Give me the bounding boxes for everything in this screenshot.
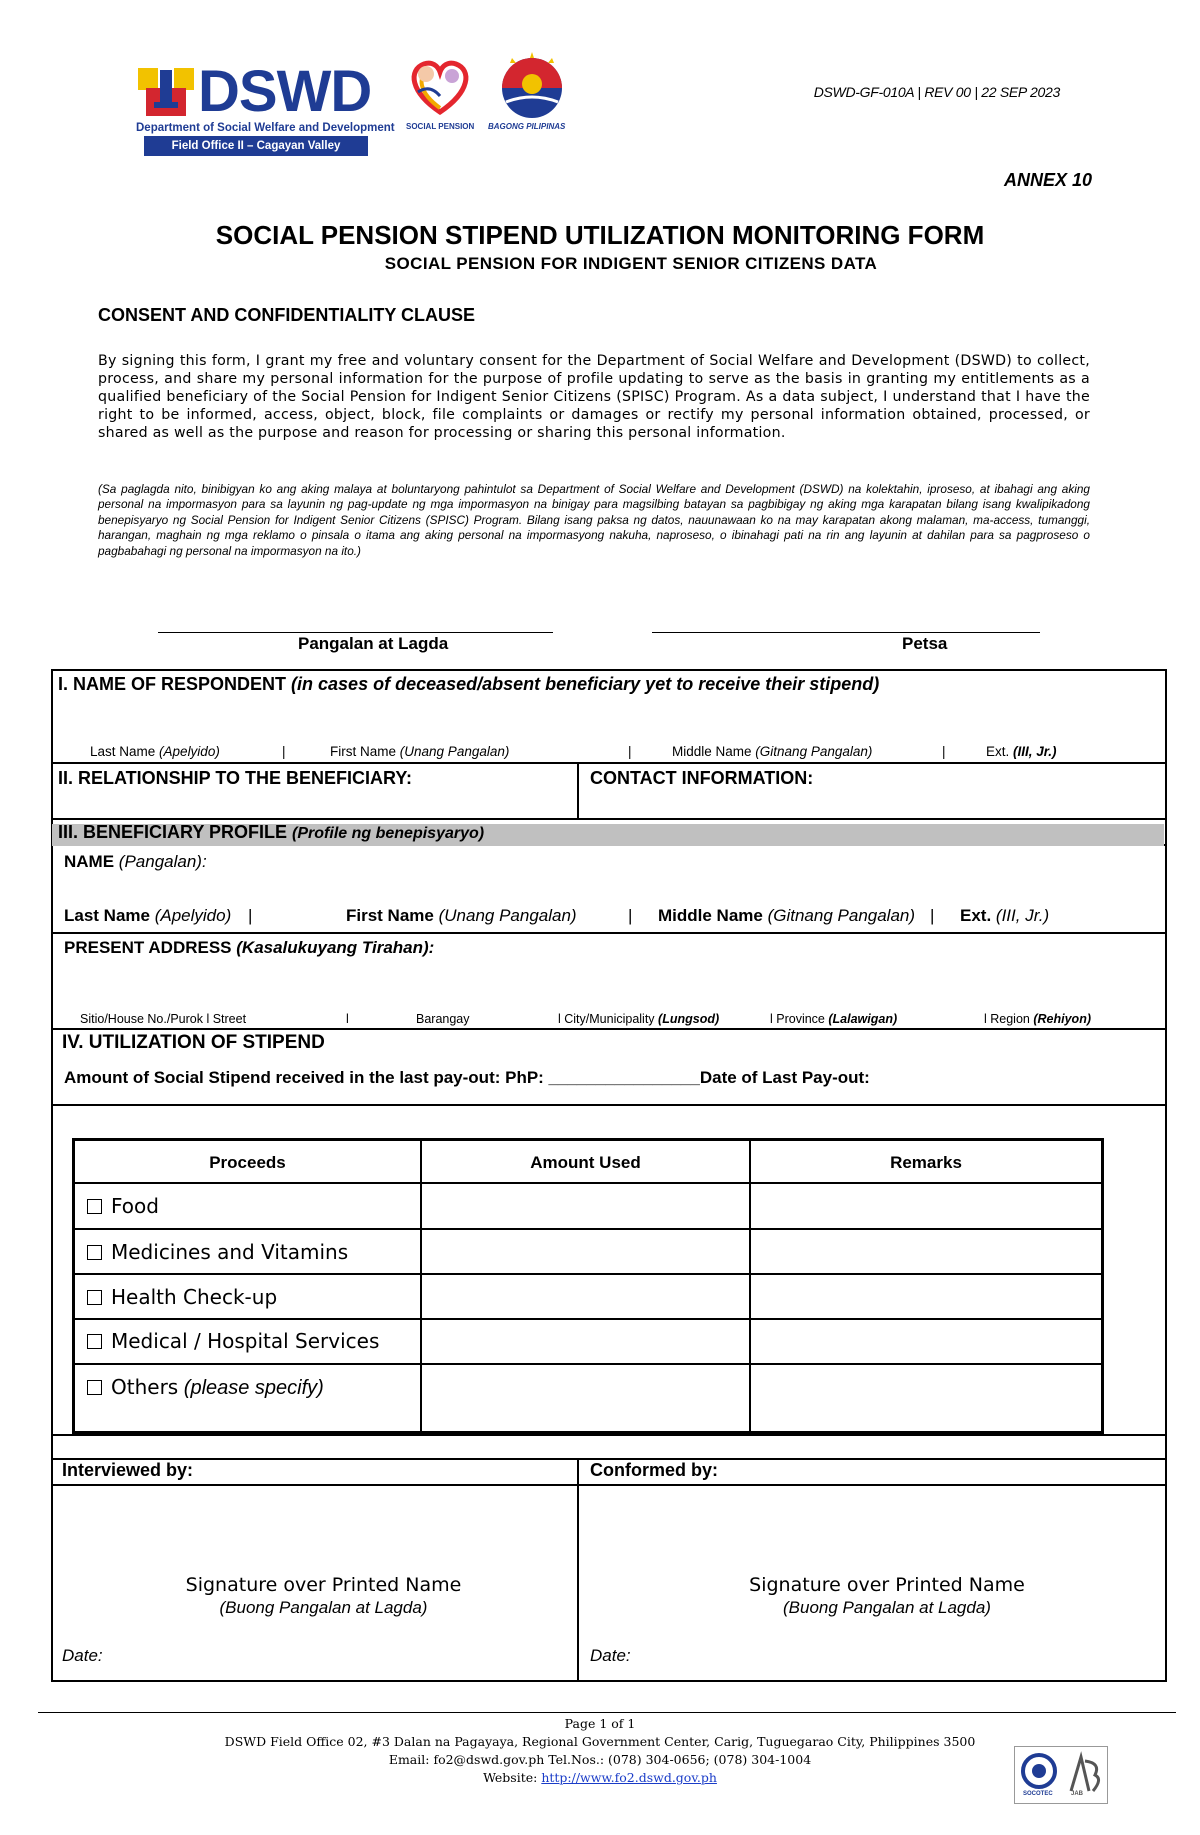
respondent-last-name-label: Last Name (Apelyido) — [90, 744, 220, 759]
form-border-bottom — [51, 1680, 1167, 1682]
table-header-remarks: Remarks — [890, 1153, 962, 1172]
interviewer-signature-note: (Buong Pangalan at Lagda) — [219, 1598, 428, 1617]
footer-page-number: Page 1 of 1 — [564, 1716, 636, 1731]
address-city-label: l City/Municipality (Lungsod) — [558, 1012, 720, 1026]
interviewer-signature-caption: Signature over Printed Name — [185, 1574, 462, 1596]
social-pension-logo-caption: SOCIAL PENSION — [406, 122, 475, 131]
document-reference: DSWD-GF-010A | REV 00 | 22 SEP 2023 — [813, 84, 1060, 100]
consent-text-filipino: (Sa paglagda nito, binibigyan ko ang aking malaya at boluntaryong pahintulot sa Department of Social Welfare and Development (DSWD) na kolektahin, iproseso, at ibahagi ang aking personal na impormasyon para sa layunin ng pag-update ng mga impormasyon na binigay para magsilbing batayan sa pagbibigay ng aking mga karapatan bilang isang kwalipikadong benepisyaryo ng Social Pension for Indigent Senior Citizens (SPISC) Program. Bilang isang paksa ng datos, nauunawaan ko na may karapatan akong malaman, ma-access, tumanggi, harangan, maghain ng mga reklamo o pinsala o itama ang aking personal na impormasyong nakuha, naproseso, o ibinahagi pati na rin ang layunin at dahilan para sa pagproseso o pagbabahagi ng personal na impormasyon na ito.) — [98, 482, 1090, 558]
medical-services-checkbox[interactable] — [87, 1334, 102, 1349]
footer-contact: Email: fo2@dswd.gov.ph Tel.Nos.: (078) 304-0656; (078) 304-1004 — [388, 1752, 812, 1767]
dswd-logo-office: Field Office II – Cagayan Valley — [144, 136, 368, 156]
annex-label: ANNEX 10 — [1003, 170, 1092, 190]
address-province-label: l Province (Lalawigan) — [770, 1012, 898, 1026]
beneficiary-first-name-label: First Name (Unang Pangalan) — [346, 906, 577, 925]
social-pension-emblem-icon — [400, 52, 480, 122]
stipend-amount-line: Amount of Social Stipend received in the last pay-out: PhP: ________________Date of Last Pay-out: — [64, 1068, 870, 1087]
proceeds-table — [72, 1138, 1104, 1434]
beneficiary-middle-name-label: Middle Name (Gitnang Pangalan) — [658, 906, 916, 925]
address-sitio-label: Sitio/House No./Purok l Street — [80, 1012, 247, 1026]
beneficiary-last-name-label: Last Name (Apelyido) — [64, 906, 232, 925]
cert-right-label: JAB — [1071, 1791, 1084, 1797]
respondent-middle-name-label: Middle Name (Gitnang Pangalan) — [672, 744, 873, 759]
footer-website: Website: http://www.fo2.dswd.gov.ph — [483, 1770, 717, 1785]
consent-signature-line — [158, 632, 553, 633]
form-border-top — [51, 669, 1167, 671]
consent-signature-label: Pangalan at Lagda — [298, 634, 449, 653]
section-3-heading: III. BENEFICIARY PROFILE (Profile ng benepisyaryo) — [58, 822, 485, 842]
section-2-heading: II. RELATIONSHIP TO THE BENEFICIARY: — [58, 768, 413, 788]
dswd-logo-subtitle: Department of Social Welfare and Development — [136, 122, 395, 134]
interviewer-date-label: Date: — [62, 1646, 103, 1665]
certification-badges — [1014, 1746, 1108, 1804]
table-row: Health Check-up — [87, 1285, 277, 1309]
conformer-signature-note: (Buong Pangalan at Lagda) — [783, 1598, 991, 1617]
respondent-first-name-label: First Name (Unang Pangalan) — [330, 744, 510, 759]
consent-date-line — [652, 632, 1040, 633]
present-address-label: PRESENT ADDRESS (Kasalukuyang Tirahan): — [64, 938, 435, 957]
contact-information-heading: CONTACT INFORMATION: — [590, 768, 814, 788]
bagong-pilipinas-logo — [488, 48, 576, 134]
respondent-ext-label: Ext. (III, Jr.) — [986, 744, 1057, 759]
footer-website-link[interactable]: http://www.fo2.dswd.gov.ph — [541, 1770, 717, 1785]
footer-address: DSWD Field Office 02, #3 Dalan na Pagayaya, Regional Government Center, Carig, Tuguegarao City, Philippines 3500 — [224, 1734, 976, 1749]
form-subtitle: SOCIAL PENSION FOR INDIGENT SENIOR CITIZENS DATA — [384, 254, 878, 273]
beneficiary-name-label: NAME (Pangalan): — [64, 852, 207, 871]
form-title: SOCIAL PENSION STIPEND UTILIZATION MONITORING FORM — [215, 220, 985, 250]
form-border-right — [1165, 669, 1167, 1682]
social-pension-logo — [400, 52, 480, 134]
bagong-pilipinas-emblem-icon — [488, 48, 576, 124]
table-header-proceeds: Proceeds — [209, 1153, 286, 1172]
section-4-heading: IV. UTILIZATION OF STIPEND — [62, 1032, 325, 1053]
dswd-emblem-icon — [136, 64, 196, 120]
section-1-heading: I. NAME OF RESPONDENT (in cases of deceased/absent beneficiary yet to receive their stipend) — [58, 674, 880, 694]
address-barangay-label: Barangay — [416, 1012, 470, 1026]
form-border-left — [51, 669, 53, 1682]
address-region-label: l Region (Rehiyon) — [984, 1012, 1091, 1026]
consent-heading: CONSENT AND CONFIDENTIALITY CLAUSE — [98, 305, 476, 325]
dswd-logo — [136, 59, 395, 155]
beneficiary-ext-label: Ext. (III, Jr.) — [960, 906, 1050, 925]
conformed-by-label: Conformed by: — [590, 1460, 718, 1480]
table-header-amount-used: Amount Used — [530, 1153, 641, 1172]
table-row: Others (please specify) — [87, 1375, 324, 1400]
dswd-logo-wordmark: DSWD — [198, 59, 372, 124]
bagong-pilipinas-logo-caption: BAGONG PILIPINAS — [488, 122, 566, 131]
table-row: Medical / Hospital Services — [87, 1329, 379, 1353]
consent-text-english: By signing this form, I grant my free and voluntary consent for the Department of Social Welfare and Development (DSWD) to collect, process, and share my personal information for the purpose of profile updating to serve as the basis in granting my entitlements as a qualified beneficiary of the Social Pension for Indigent Senior Citizens (SPISC) Program. As a data subject, I understand that I have the right to be informed, access, object, block, file complaints or damages or rectify my personal information obtained, processed, or shared as well as the purpose and reason for processing or sharing this personal information. — [98, 353, 1090, 441]
food-checkbox[interactable] — [87, 1199, 102, 1214]
medicines-checkbox[interactable] — [87, 1245, 102, 1260]
conformer-signature-caption: Signature over Printed Name — [749, 1574, 1025, 1596]
cert-left-label: SOCOTEC — [1023, 1791, 1053, 1797]
footer-divider — [38, 1712, 1176, 1713]
table-row: Medicines and Vitamins — [87, 1240, 348, 1264]
health-checkup-checkbox[interactable] — [87, 1290, 102, 1305]
consent-date-label: Petsa — [902, 634, 948, 653]
section-1-note: (in cases of deceased/absent beneficiary yet to receive their stipend) — [291, 674, 880, 694]
table-row: Food — [87, 1194, 159, 1218]
interviewed-by-label: Interviewed by: — [62, 1460, 194, 1480]
others-checkbox[interactable] — [87, 1380, 102, 1395]
conformer-date-label: Date: — [590, 1646, 631, 1665]
